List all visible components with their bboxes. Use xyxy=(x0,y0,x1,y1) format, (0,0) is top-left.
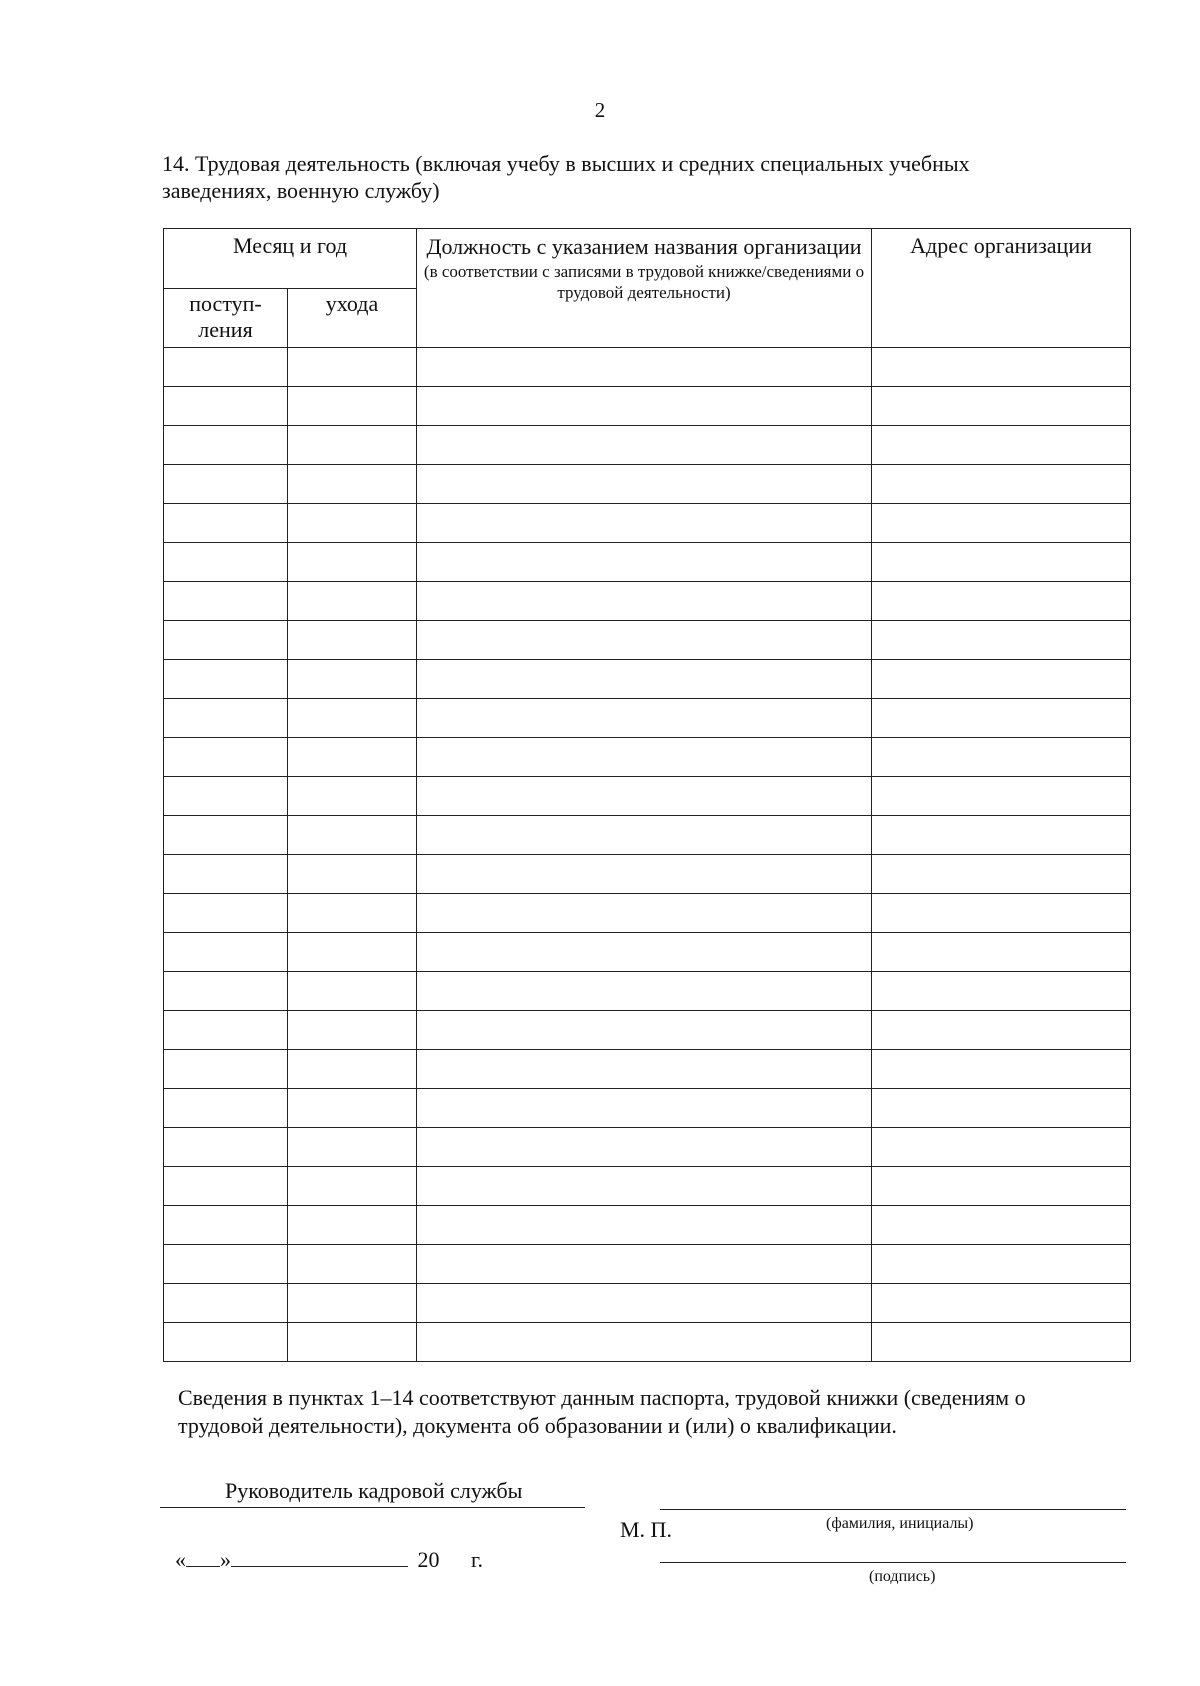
table-row xyxy=(164,777,1131,816)
date-month-blank[interactable] xyxy=(231,1544,408,1567)
table-row xyxy=(164,1245,1131,1284)
position-cell[interactable] xyxy=(417,1128,872,1167)
table-row xyxy=(164,387,1131,426)
start-cell[interactable] xyxy=(164,1128,288,1167)
table-row xyxy=(164,465,1131,504)
address-cell[interactable] xyxy=(872,426,1131,465)
header-start: поступ- ления xyxy=(164,289,288,348)
address-cell[interactable] xyxy=(872,894,1131,933)
start-cell[interactable] xyxy=(164,621,288,660)
position-cell[interactable] xyxy=(417,777,872,816)
name-line[interactable] xyxy=(660,1509,1126,1510)
end-cell[interactable] xyxy=(288,465,417,504)
table-row xyxy=(164,894,1131,933)
start-cell[interactable] xyxy=(164,699,288,738)
end-cell[interactable] xyxy=(288,660,417,699)
start-cell[interactable] xyxy=(164,972,288,1011)
table-row xyxy=(164,933,1131,972)
table-row xyxy=(164,660,1131,699)
table-row xyxy=(164,1206,1131,1245)
table-row xyxy=(164,1323,1131,1362)
start-cell[interactable] xyxy=(164,855,288,894)
hr-head-line[interactable] xyxy=(160,1507,585,1508)
signature-line[interactable] xyxy=(660,1562,1126,1563)
end-cell[interactable] xyxy=(288,543,417,582)
end-cell[interactable] xyxy=(288,621,417,660)
start-cell[interactable] xyxy=(164,1050,288,1089)
table-row xyxy=(164,1050,1131,1089)
end-cell[interactable] xyxy=(288,777,417,816)
end-cell[interactable] xyxy=(288,1245,417,1284)
address-cell[interactable] xyxy=(872,855,1131,894)
header-address: Адрес организации xyxy=(872,229,1131,348)
start-cell[interactable] xyxy=(164,1284,288,1323)
table-row xyxy=(164,1128,1131,1167)
position-cell[interactable] xyxy=(417,933,872,972)
table-row xyxy=(164,855,1131,894)
table-row xyxy=(164,621,1131,660)
address-cell[interactable] xyxy=(872,582,1131,621)
position-cell[interactable] xyxy=(417,816,872,855)
header-position-note: (в соответствии с записями в трудовой книжке/сведениями о трудовой деятельности) xyxy=(423,262,865,302)
address-cell[interactable] xyxy=(872,699,1131,738)
position-cell[interactable] xyxy=(417,1206,872,1245)
position-cell[interactable] xyxy=(417,582,872,621)
address-cell[interactable] xyxy=(872,660,1131,699)
position-cell[interactable] xyxy=(417,855,872,894)
table-row xyxy=(164,738,1131,777)
end-cell[interactable] xyxy=(288,816,417,855)
table-row xyxy=(164,543,1131,582)
position-cell[interactable] xyxy=(417,348,872,387)
start-cell[interactable] xyxy=(164,660,288,699)
position-cell[interactable] xyxy=(417,894,872,933)
address-cell[interactable] xyxy=(872,1089,1131,1128)
table-row xyxy=(164,699,1131,738)
end-cell[interactable] xyxy=(288,738,417,777)
start-cell[interactable] xyxy=(164,1167,288,1206)
date-year-suffix: г. xyxy=(471,1547,484,1572)
date-day-blank[interactable] xyxy=(186,1544,220,1567)
start-cell[interactable] xyxy=(164,1206,288,1245)
header-end: ухода xyxy=(288,289,417,348)
end-cell[interactable] xyxy=(288,699,417,738)
table-row xyxy=(164,972,1131,1011)
address-cell[interactable] xyxy=(872,348,1131,387)
table-row xyxy=(164,1011,1131,1050)
start-cell[interactable] xyxy=(164,543,288,582)
end-cell[interactable] xyxy=(288,1284,417,1323)
end-cell[interactable] xyxy=(288,348,417,387)
section-heading-line2: заведениях, военную службу) xyxy=(162,178,440,203)
address-cell[interactable] xyxy=(872,1206,1131,1245)
attestation-text xyxy=(178,1384,1124,1440)
start-cell[interactable] xyxy=(164,504,288,543)
header-month-year: Месяц и год xyxy=(164,229,417,289)
attestation-line1: Сведения в пунктах 1–14 соответствуют данным паспорта, трудовой книжки (сведениям о xyxy=(178,1385,1026,1410)
table-row xyxy=(164,1089,1131,1128)
position-cell[interactable] xyxy=(417,699,872,738)
address-cell[interactable] xyxy=(872,1284,1131,1323)
address-cell[interactable] xyxy=(872,1245,1131,1284)
position-cell[interactable] xyxy=(417,972,872,1011)
position-cell[interactable] xyxy=(417,1050,872,1089)
position-cell[interactable] xyxy=(417,1089,872,1128)
end-cell[interactable] xyxy=(288,894,417,933)
position-cell[interactable] xyxy=(417,621,872,660)
address-cell[interactable] xyxy=(872,621,1131,660)
address-cell[interactable] xyxy=(872,1128,1131,1167)
section-heading-line1: 14. Трудовая деятельность (включая учебу в высших и средних специальных учебных xyxy=(162,151,970,176)
position-cell[interactable] xyxy=(417,504,872,543)
section-heading xyxy=(162,150,1117,204)
date-field xyxy=(175,1544,483,1573)
start-cell[interactable] xyxy=(164,777,288,816)
end-cell[interactable] xyxy=(288,426,417,465)
stamp-label: М. П. xyxy=(620,1517,672,1542)
address-cell[interactable] xyxy=(872,1050,1131,1089)
start-cell[interactable] xyxy=(164,1245,288,1284)
start-cell[interactable] xyxy=(164,1323,288,1362)
position-cell[interactable] xyxy=(417,1323,872,1362)
address-cell[interactable] xyxy=(872,504,1131,543)
start-cell[interactable] xyxy=(164,894,288,933)
address-cell[interactable] xyxy=(872,1011,1131,1050)
address-cell[interactable] xyxy=(872,387,1131,426)
end-cell[interactable] xyxy=(288,1167,417,1206)
end-cell[interactable] xyxy=(288,855,417,894)
start-cell[interactable] xyxy=(164,387,288,426)
end-cell[interactable] xyxy=(288,1011,417,1050)
end-cell[interactable] xyxy=(288,387,417,426)
end-cell[interactable] xyxy=(288,972,417,1011)
start-cell[interactable] xyxy=(164,933,288,972)
table-row xyxy=(164,816,1131,855)
header-position-label: Должность с указанием названия организации xyxy=(426,234,862,259)
start-cell[interactable] xyxy=(164,348,288,387)
end-cell[interactable] xyxy=(288,1128,417,1167)
end-cell[interactable] xyxy=(288,582,417,621)
start-cell[interactable] xyxy=(164,738,288,777)
page-number: 2 xyxy=(594,98,606,122)
position-cell[interactable] xyxy=(417,387,872,426)
start-cell[interactable] xyxy=(164,816,288,855)
address-cell[interactable] xyxy=(872,816,1131,855)
address-cell[interactable] xyxy=(872,1323,1131,1362)
end-cell[interactable] xyxy=(288,1206,417,1245)
hr-head-label: Руководитель кадровой службы xyxy=(225,1478,523,1503)
name-caption: (фамилия, инициалы) xyxy=(826,1515,974,1532)
table-row xyxy=(164,426,1131,465)
end-cell[interactable] xyxy=(288,1050,417,1089)
address-cell[interactable] xyxy=(872,738,1131,777)
position-cell[interactable] xyxy=(417,1011,872,1050)
attestation-line2: трудовой деятельности), документа об образовании и (или) о квалификации. xyxy=(178,1413,897,1438)
address-cell[interactable] xyxy=(872,972,1131,1011)
table-row xyxy=(164,1167,1131,1206)
address-cell[interactable] xyxy=(872,465,1131,504)
address-cell[interactable] xyxy=(872,933,1131,972)
table-row xyxy=(164,504,1131,543)
position-cell[interactable] xyxy=(417,660,872,699)
date-close-quote: » xyxy=(220,1547,231,1572)
end-cell[interactable] xyxy=(288,1089,417,1128)
position-cell[interactable] xyxy=(417,465,872,504)
position-cell[interactable] xyxy=(417,738,872,777)
start-cell[interactable] xyxy=(164,1011,288,1050)
position-cell[interactable] xyxy=(417,426,872,465)
address-cell[interactable] xyxy=(872,777,1131,816)
end-cell[interactable] xyxy=(288,504,417,543)
date-open-quote: « xyxy=(175,1547,186,1572)
position-cell[interactable] xyxy=(417,1167,872,1206)
start-cell[interactable] xyxy=(164,426,288,465)
position-cell[interactable] xyxy=(417,1284,872,1323)
start-cell[interactable] xyxy=(164,465,288,504)
date-year-prefix: 20 xyxy=(417,1547,440,1572)
end-cell[interactable] xyxy=(288,1323,417,1362)
address-cell[interactable] xyxy=(872,543,1131,582)
end-cell[interactable] xyxy=(288,933,417,972)
table-row xyxy=(164,348,1131,387)
header-position xyxy=(417,229,872,348)
table-row xyxy=(164,1284,1131,1323)
start-cell[interactable] xyxy=(164,582,288,621)
position-cell[interactable] xyxy=(417,543,872,582)
employment-table xyxy=(163,228,1131,1362)
signature-caption: (подпись) xyxy=(869,1568,936,1585)
table-row xyxy=(164,582,1131,621)
address-cell[interactable] xyxy=(872,1167,1131,1206)
position-cell[interactable] xyxy=(417,1245,872,1284)
start-cell[interactable] xyxy=(164,1089,288,1128)
